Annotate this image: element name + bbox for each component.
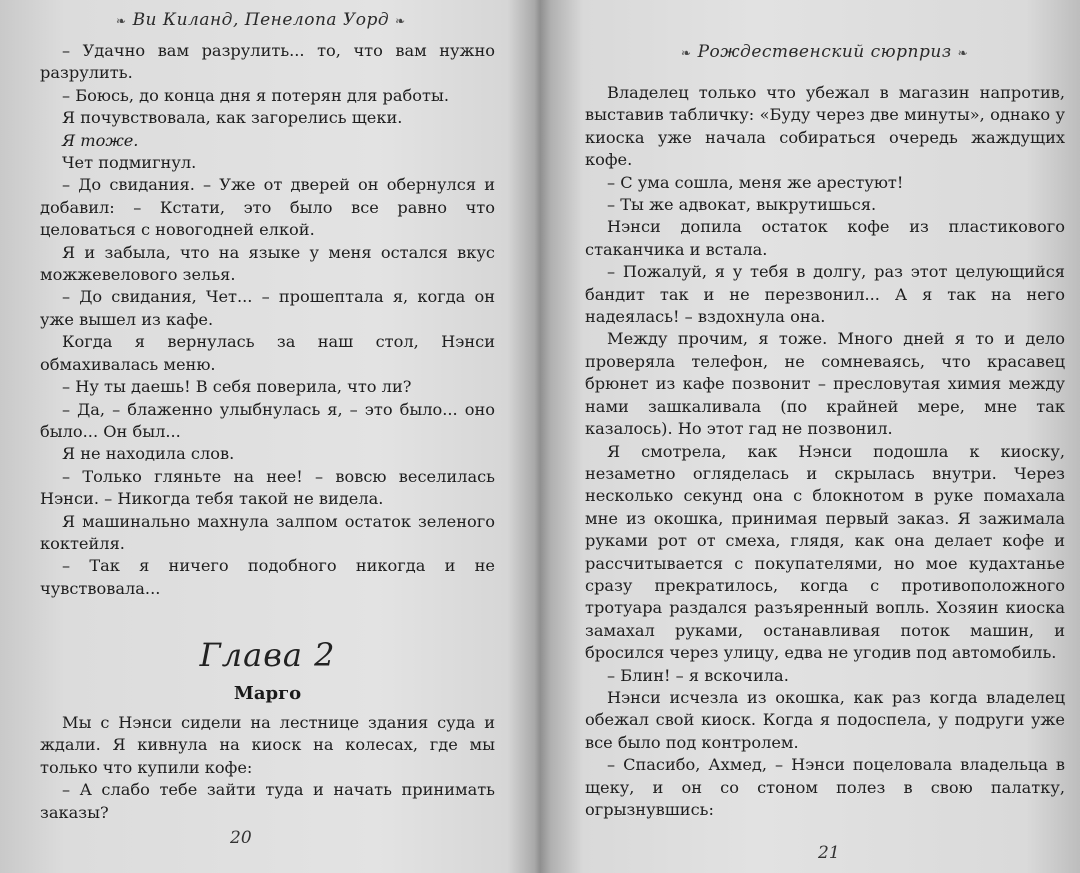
left-text-top xyxy=(40,40,495,600)
right-text xyxy=(585,82,1065,821)
paragraph: – Блин! – я вскочила. xyxy=(607,665,789,685)
page-number-left: 20 xyxy=(230,828,252,848)
paragraph: Нэнси исчезла из окошка, как раз когда владелец обежал свой киоск. Когда я подоспела, у подруги уже все было под контролем. xyxy=(585,687,1065,752)
header-text: Рождественский сюрприз xyxy=(697,42,952,62)
paragraph: Я смотрела, как Нэнси подошла к киоску, незаметно огляделась и скрылась внутри. Через несколько секунд она с блокнотом в руке помахала мне из окошка, принимая первый заказ. Я зажимала руками рот от смеха, глядя, как она делает кофе и рассчитывается с покупателями, но мое кудахтанье сразу прекратилось, когда с противоположного тротуара раздался разъяренный вопль. Хозяин киоска замахал руками, останавливая поток машин, и бросился через улицу, едва не угодив под автомобиль. xyxy=(585,441,1065,663)
paragraph: Владелец только что убежал в магазин напротив, выставив табличку: «Буду через две минуты», однако у киоска уже начала собираться очередь жаждущих кофе. xyxy=(585,83,1065,170)
paragraph: – Ну ты даешь! В себя поверила, что ли? xyxy=(62,377,412,397)
paragraph: Я почувствовала, как загорелись щеки. xyxy=(62,108,403,128)
paragraph: Я не находила слов. xyxy=(62,444,235,464)
paragraph: – До свидания, Чет... – прошептала я, когда он уже вышел из кафе. xyxy=(40,287,495,329)
header-text: Ви Киланд, Пенелопа Уорд xyxy=(132,10,390,30)
chapter-title: Глава 2 xyxy=(199,636,336,674)
ornament-icon: ❧ xyxy=(395,14,406,28)
paragraph: Чет подмигнул. xyxy=(62,153,197,173)
paragraph: – Пожалуй, я у тебя в долгу, раз этот целующийся бандит так и не перезвонил... А я так на него надеялась! – вздохнула она. xyxy=(585,262,1065,327)
paragraph: – Так я ничего подобного никогда и не чувствовала... xyxy=(40,556,495,598)
paragraph: – Боюсь, до конца дня я потерян для работы. xyxy=(62,85,450,105)
page-number-right: 21 xyxy=(818,843,840,863)
paragraph: – Ты же адвокат, выкрутишься. xyxy=(607,195,877,215)
ornament-icon: ❧ xyxy=(116,14,127,28)
paragraph: – Удачно вам разрулить... то, что вам нужно разрулить. xyxy=(40,41,495,83)
paragraph: Нэнси допила остаток кофе из пластикового стаканчика и встала. xyxy=(585,217,1065,259)
paragraph: Когда я вернулась за наш стол, Нэнси обмахивалась меню. xyxy=(40,332,495,374)
paragraph: Я тоже. xyxy=(62,130,139,150)
paragraph: – А слабо тебе зайти туда и начать принимать заказы? xyxy=(40,780,495,822)
ornament-icon: ❧ xyxy=(957,46,969,60)
paragraph: Я и забыла, что на языке у меня остался вкус можжевелового зелья. xyxy=(40,242,495,285)
running-header-left xyxy=(110,10,412,30)
ornament-icon: ❧ xyxy=(681,46,692,60)
running-header-right xyxy=(675,42,974,62)
paragraph: Между прочим, я тоже. Много дней я то и дело проверяла телефон, не сомневаясь, что красавец брюнет из кафе позвонит – пресловутая химия между нами зашкаливала (по крайней мере, мне так казалось). Но этот гад не позвонил. xyxy=(585,329,1065,439)
paragraph: Я машинально махнула залпом остаток зеленого коктейля. xyxy=(40,511,495,553)
paragraph: Мы с Нэнси сидели на лестнице здания суда и ждали. Я кивнула на киоск на колесах, где мы только что купили кофе: xyxy=(40,713,495,777)
chapter-subtitle: Марго xyxy=(233,683,302,704)
right-page xyxy=(535,0,1080,873)
left-text-bottom xyxy=(40,712,495,824)
left-page xyxy=(0,0,530,873)
paragraph: – До свидания. – Уже от дверей он обернулся и добавил: – Кстати, это было все равно что целоваться с новогодней елкой. xyxy=(40,175,495,240)
paragraph: – Спасибо, Ахмед, – Нэнси поцеловала владельца в щеку, и он со стоном полез в свою палатку, огрызнувшись: xyxy=(585,755,1065,819)
paragraph: – Только гляньте на нее! – вовсю веселилась Нэнси. – Никогда тебя такой не видела. xyxy=(40,466,495,509)
paragraph: – Да, – блаженно улыбнулась я, – это было... оно было... Он был... xyxy=(40,399,495,441)
paragraph: – С ума сошла, меня же арестуют! xyxy=(607,172,904,192)
